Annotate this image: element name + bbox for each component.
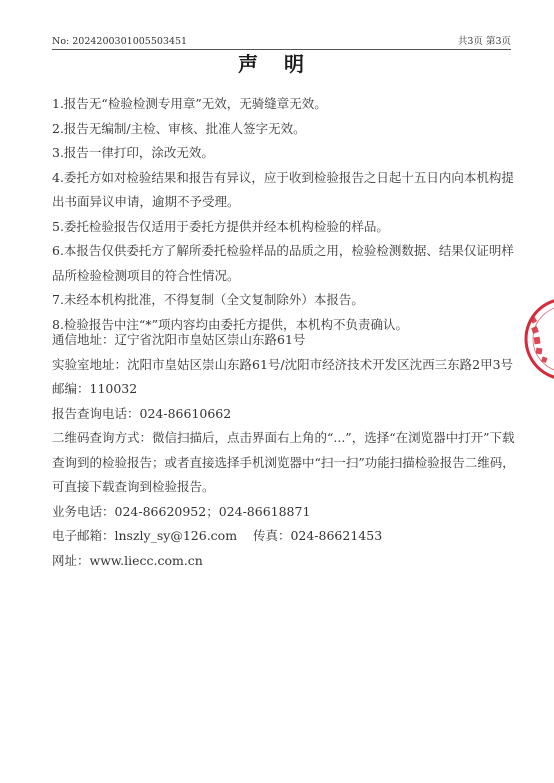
page-header: [52, 35, 511, 49]
declaration-item: 7.未经本机构批准，不得复制（全文复制除外）本报告。: [52, 292, 364, 307]
page-title: 声明: [238, 52, 330, 76]
seal-stamp-icon: [520, 293, 554, 385]
query-phone: 报告查询电话：024-86610662: [52, 405, 232, 421]
lab-address: 实验室地址：沈阳市皇姑区崇山东路61号/沈阳市经济技术开发区沈西三东路2甲3号: [52, 356, 514, 372]
mail-address: 通信地址：辽宁省沈阳市皇姑区崇山东路61号: [52, 332, 306, 347]
declaration-item: 5.委托检验报告仅适用于委托方提供并经本机构检验的样品。: [52, 218, 389, 234]
page-counter: 共3页 第3页: [457, 36, 511, 47]
contact-info: [52, 328, 522, 573]
report-number: No: 2024200301005503451: [52, 36, 188, 47]
declaration-list: [52, 92, 522, 337]
declaration-item: 3.报告一律打印，涂改无效。: [52, 145, 214, 160]
business-phone: 业务电话：024-86620952；024-86618871: [52, 503, 311, 519]
declaration-item: 2.报告无编制/主检、审核、批准人签字无效。: [52, 120, 306, 136]
declaration-item: 1.报告无“检验检测专用章”无效，无骑缝章无效。: [52, 96, 327, 111]
qr-query-method: 二维码查询方式：微信扫描后，点击界面右上角的“...”，选择“在浏览器中打开”下载查询到的检验报告；或者直接选择手机浏览器中“扫一扫”功能扫描检验报告二维码，可直接下载查询到检验报告。: [52, 430, 515, 494]
email-fax: 电子邮箱：lnszly_sy@126.com 传真：024-86621453: [52, 528, 383, 543]
website: 网址：www.liecc.com.cn: [52, 552, 203, 568]
declaration-item: 4.委托方如对检验结果和报告有异议，应于收到检验报告之日起十五日内向本机构提出书面异议申请，逾期不予受理。: [52, 169, 514, 209]
postcode: 邮编：110032: [52, 381, 138, 396]
declaration-item: 6.本报告仅供委托方了解所委托检验样品的品质之用，检验检测数据、结果仅证明样品所检验检测项目的符合性情况。: [52, 243, 514, 283]
declaration-item: 8.检验报告中注“*”项内容均由委托方提供，本机构不负责确认。: [52, 316, 408, 332]
